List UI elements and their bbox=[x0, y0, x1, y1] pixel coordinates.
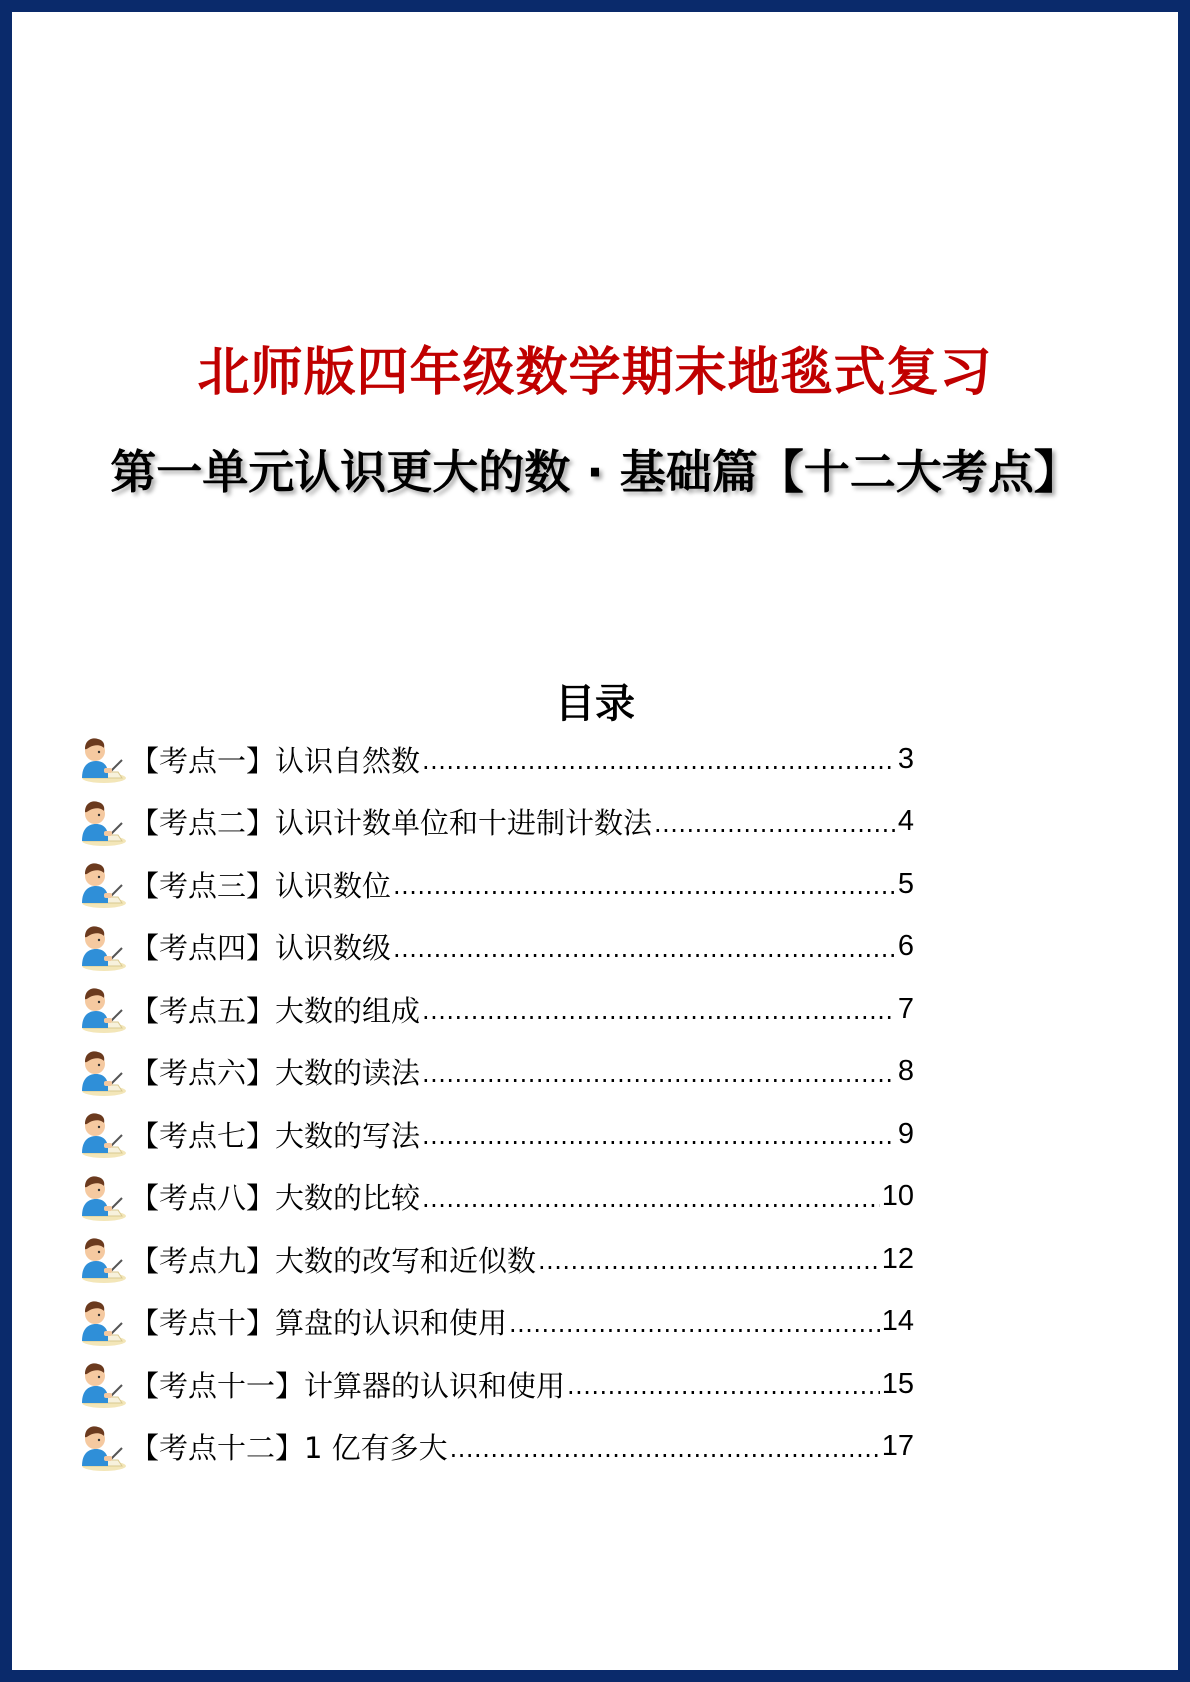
toc-item-12[interactable] bbox=[74, 1416, 914, 1479]
toc-dot-leader bbox=[422, 1122, 896, 1152]
toc-item-6[interactable] bbox=[74, 1041, 914, 1104]
toc-item-label: 【考点十】算盘的认识和使用 bbox=[130, 1306, 508, 1341]
student-icon bbox=[74, 922, 128, 972]
toc-item-page: 3 bbox=[897, 742, 914, 775]
student-icon bbox=[74, 797, 128, 847]
toc-dot-leader bbox=[654, 810, 896, 840]
student-icon bbox=[74, 859, 128, 909]
toc-item-label: 【考点九】大数的改写和近似数 bbox=[130, 1243, 537, 1278]
toc-item-page: 9 bbox=[897, 1117, 914, 1150]
toc-item-label: 【考点十一】计算器的认识和使用 bbox=[130, 1368, 566, 1403]
student-icon bbox=[74, 1297, 128, 1347]
page-subtitle: 第一单元认识更大的数 · 基础篇【十二大考点】 bbox=[110, 445, 1080, 499]
toc-item-page: 6 bbox=[897, 930, 914, 963]
toc-dot-leader bbox=[422, 997, 896, 1027]
student-icon bbox=[74, 1422, 128, 1472]
student-icon bbox=[74, 1359, 128, 1409]
toc-item-5[interactable] bbox=[74, 978, 914, 1041]
toc-item-1[interactable] bbox=[74, 728, 914, 791]
toc-item-7[interactable] bbox=[74, 1103, 914, 1166]
toc-item-label: 【考点十二】1 亿有多大 bbox=[130, 1431, 448, 1466]
toc-item-label: 【考点二】认识计数单位和十进制计数法 bbox=[130, 806, 653, 841]
toc-item-page: 12 bbox=[881, 1242, 914, 1275]
toc-item-page: 7 bbox=[897, 992, 914, 1025]
toc-item-8[interactable] bbox=[74, 1166, 914, 1229]
toc-dot-leader bbox=[509, 1310, 880, 1340]
toc-item-page: 5 bbox=[897, 867, 914, 900]
toc-dot-leader bbox=[393, 935, 896, 965]
toc-item-label: 【考点六】大数的读法 bbox=[130, 1056, 421, 1091]
student-icon bbox=[74, 1172, 128, 1222]
table-of-contents bbox=[74, 728, 914, 1478]
toc-item-page: 8 bbox=[897, 1055, 914, 1088]
toc-item-page: 4 bbox=[897, 805, 914, 838]
toc-item-label: 【考点五】大数的组成 bbox=[130, 993, 421, 1028]
toc-dot-leader bbox=[450, 1435, 880, 1465]
student-icon bbox=[74, 1109, 128, 1159]
toc-item-label: 【考点七】大数的写法 bbox=[130, 1118, 421, 1153]
toc-item-2[interactable] bbox=[74, 791, 914, 854]
toc-heading: 目录 bbox=[555, 681, 635, 727]
document-page bbox=[12, 12, 1178, 1670]
toc-item-label: 【考点八】大数的比较 bbox=[130, 1181, 421, 1216]
toc-dot-leader bbox=[393, 872, 896, 902]
student-icon bbox=[74, 1047, 128, 1097]
student-icon bbox=[74, 1234, 128, 1284]
toc-dot-leader bbox=[422, 747, 896, 777]
toc-item-label: 【考点一】认识自然数 bbox=[130, 743, 421, 778]
toc-item-9[interactable] bbox=[74, 1228, 914, 1291]
toc-item-11[interactable] bbox=[74, 1353, 914, 1416]
toc-dot-leader bbox=[538, 1247, 880, 1277]
toc-item-10[interactable] bbox=[74, 1291, 914, 1354]
toc-dot-leader bbox=[422, 1185, 880, 1215]
student-icon bbox=[74, 984, 128, 1034]
toc-item-3[interactable] bbox=[74, 853, 914, 916]
page-title: 北师版四年级数学期末地毯式复习 bbox=[197, 343, 993, 403]
toc-dot-leader bbox=[422, 1060, 896, 1090]
toc-item-page: 15 bbox=[881, 1367, 914, 1400]
student-icon bbox=[74, 734, 128, 784]
toc-item-label: 【考点四】认识数级 bbox=[130, 931, 392, 966]
toc-item-page: 14 bbox=[881, 1305, 914, 1338]
toc-item-page: 10 bbox=[881, 1180, 914, 1213]
toc-item-4[interactable] bbox=[74, 916, 914, 979]
toc-item-page: 17 bbox=[881, 1430, 914, 1463]
toc-dot-leader bbox=[567, 1372, 880, 1402]
toc-item-label: 【考点三】认识数位 bbox=[130, 868, 392, 903]
